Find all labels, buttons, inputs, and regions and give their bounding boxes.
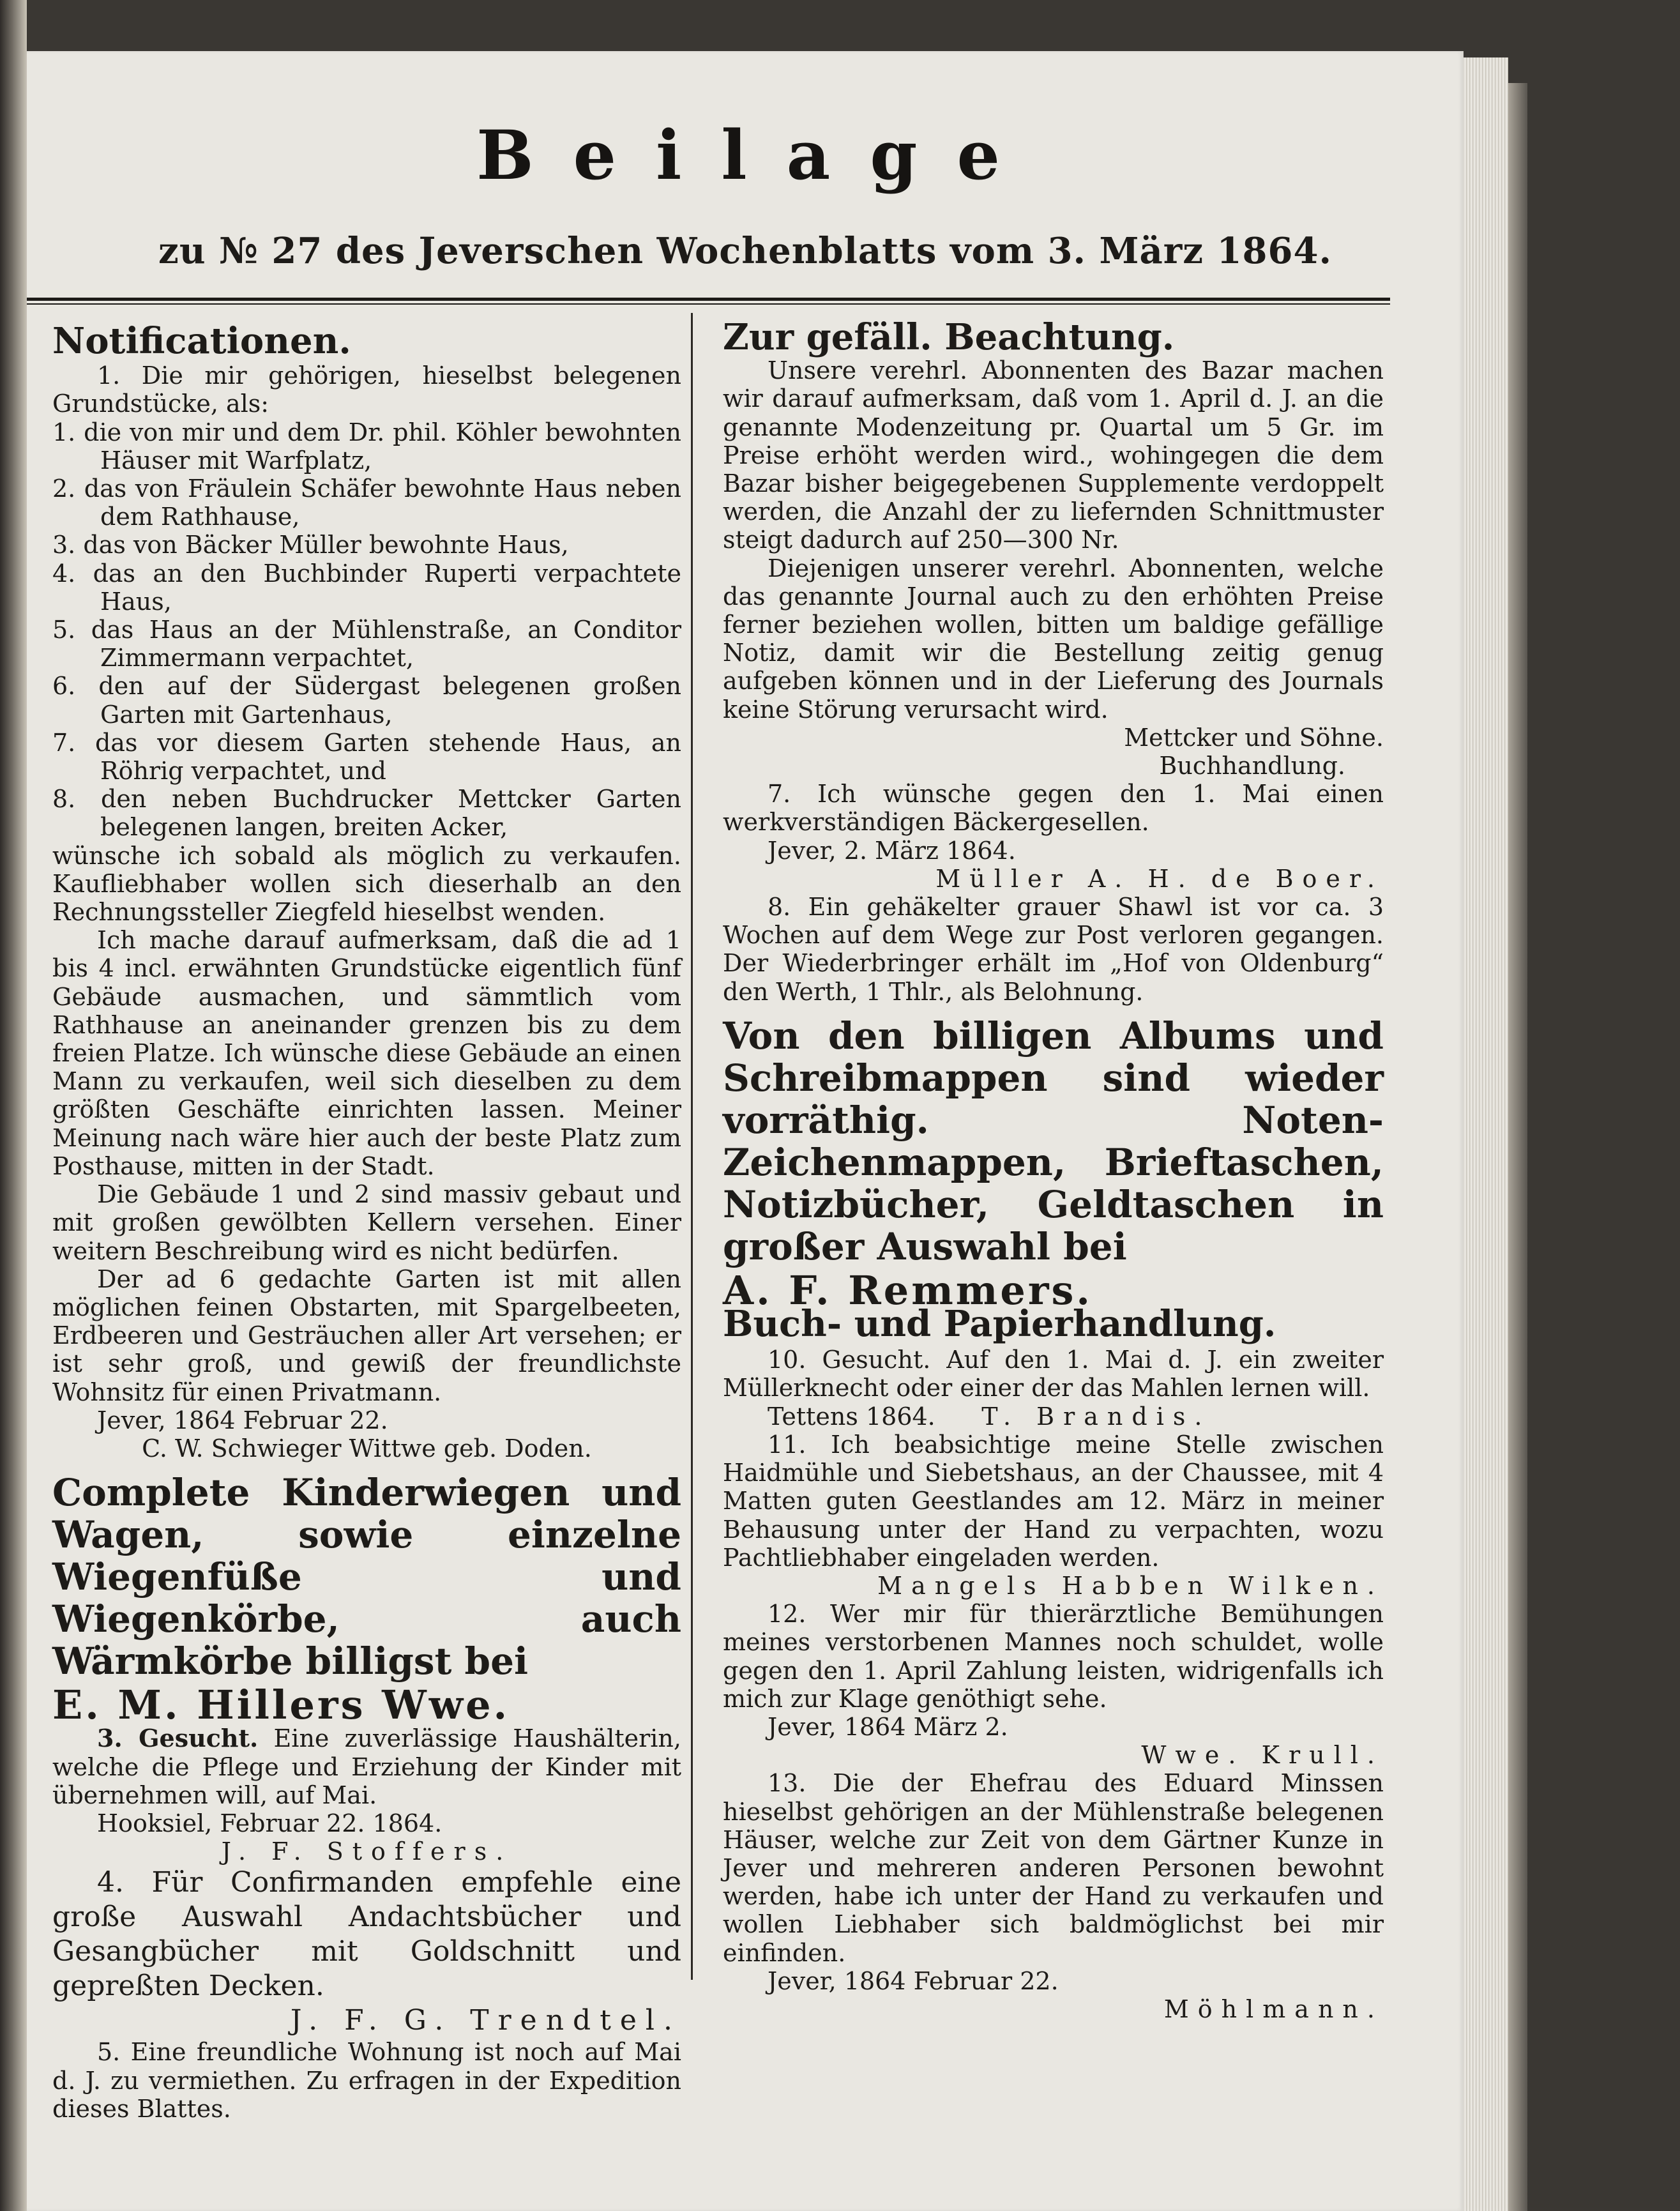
header-rule: [27, 298, 1390, 305]
adjacent-page-edge: [0, 0, 27, 2211]
notice-7: 7. Ich wünsche gegen den 1. Mai einen werkverständigen Bäckergesellen.: [723, 780, 1384, 837]
list-item: 2. das von Fräulein Schäfer bewohnte Haus neben dem Rathhause,: [52, 475, 681, 531]
notice-10-footer: [723, 1402, 1384, 1431]
notice-5: 5. Eine freundliche Wohnung ist noch auf Mai d. J. zu vermiethen. Zu erfragen in der Expedition dieses Blattes.: [52, 2038, 681, 2123]
notice-12-date: Jever, 1864 März 2.: [768, 1712, 1008, 1741]
notice-1-intro: 1. Die mir gehörigen, hieselbst belegenen Grundstücke, als:: [52, 361, 681, 418]
list-item: 5. das Haus an der Mühlenstraße, an Conditor Zimmermann verpachtet,: [52, 616, 681, 672]
notice-1-paragraph: Der ad 6 gedachte Garten ist mit allen möglichen feinen Obstarten, mit Spargelbeeten, Erdbeeren und Gesträuchen aller Art versehen; er ist sehr groß, und gewiß der freundlichste Wohnsitz für einen Privatmann.: [52, 1265, 681, 1406]
advert-albums: Von den billigen Albums und Schreibmappen sind wieder vorräthig. Noten-Zeichenmappen, Brieftaschen, Notizbücher, Geldtaschen in großer Auswahl bei: [723, 1014, 1384, 1268]
notice-8: 8. Ein gehäkelter grauer Shawl ist vor ca. 3 Wochen auf dem Wege zur Post verloren gegangen. Der Wiederbringer erhält im „Hof von Oldenburg“ den Werth, 1 Thlr., als Belohnung.: [723, 893, 1384, 1006]
notice-7-date: Jever, 2. März 1864.: [768, 836, 1016, 865]
list-item: 8. den neben Buchdrucker Mettcker Garten belegenen langen, breiten Acker,: [52, 785, 681, 842]
list-item: 1. die von mir und dem Dr. phil. Köhler bewohnten Häuser mit Warfplatz,: [52, 418, 681, 475]
list-item: 7. das vor diesem Garten stehende Haus, an Röhrig verpachtet, und: [52, 728, 681, 786]
notice-bazar-paragraph: Diejenigen unserer verehrl. Abonnenten, welche das genannte Journal auch zu den erhöhten Preise ferner beziehen wollen, bitten um baldige gefällige Notiz, damit wir die Bestellung zeitig genug aufgeben können und in der Lieferung des Journals keine Störung verursacht wird.: [723, 554, 1384, 724]
masthead: [27, 115, 1464, 195]
advert-albums-firm: A. F. Remmers.: [723, 1266, 1093, 1314]
notice-bazar-signature: Mettcker und Söhne.: [1124, 723, 1384, 752]
advert-kinderwiegen-firm: E. M. Hillers Wwe.: [52, 1682, 510, 1729]
notice-4: 4. Für Confirmanden empfehle eine große Auswahl Andachtsbücher und Gesangbücher mit Goldschnitt und gepreßten Decken.: [52, 1866, 681, 2003]
notice-1-date: Jever, 1864 Februar 22.: [97, 1406, 388, 1434]
section-heading-beachtung: Zur gefäll. Beachtung.: [723, 316, 1175, 358]
notice-3-date: Hooksiel, Februar 22. 1864.: [97, 1809, 443, 1837]
page-stack-edge: [1464, 57, 1508, 2211]
notice-10-signature: T. Brandis.: [981, 1402, 1211, 1431]
book-spine-shadow: [1508, 83, 1527, 2211]
notice-4-signature: J. F. G. Trendtel.: [290, 2004, 681, 2037]
newspaper-page: [27, 51, 1464, 2211]
notice-3: [52, 1724, 681, 1809]
list-item: 3. das von Bäcker Müller bewohnte Haus,: [52, 531, 569, 559]
list-item: 6. den auf der Südergast belegenen großen Garten mit Gartenhaus,: [52, 672, 681, 729]
notice-11-signature: Mangels Habben Wilken.: [877, 1571, 1384, 1600]
notice-1-paragraph: wünsche ich sobald als möglich zu verkaufen. Kaufliebhaber wollen sich dieserhalb an den Rechnungssteller Ziegfeld hieselbst wenden.: [52, 841, 681, 927]
page-title: Beilage: [476, 115, 1040, 195]
page-subtitle: zu № 27 des Jeverschen Wochenblatts vom 3. März 1864.: [158, 230, 1332, 272]
notice-1-signature: C. W. Schwieger Wittwe geb. Doden.: [142, 1434, 592, 1463]
notice-3-text: Eine zuverlässige Haushälterin, welche die Pflege und Erziehung der Kinder mit übernehmen will, auf Mai.: [52, 1724, 681, 1809]
right-column: [723, 316, 1384, 2023]
notice-11: 11. Ich beabsichtige meine Stelle zwischen Haidmühle und Siebetshaus, an der Chaussee, mit 4 Matten guten Geestlandes am 12. März in meiner Behausung unter der Hand zu verpachten, wozu Pachtliebhaber eingeladen werden.: [723, 1430, 1384, 1572]
notice-3-label: 3. Gesucht.: [97, 1724, 259, 1753]
notice-13-signature: Möhlmann.: [1163, 1994, 1384, 2023]
notice-1-paragraph: Ich mache darauf aufmerksam, daß die ad 1 bis 4 incl. erwähnten Grundstücke eigentlich fünf Gebäude ausmachen, und sämmtlich vom Rathhause an aneinander grenzen bis zu dem freien Platze. Ich wünsche diese Gebäude an einen Mann zu verkaufen, weil sich dieselben zu dem größten Geschäfte einrichten lassen. Meiner Meinung nach wäre hier auch der beste Platz zum Posthause, mitten in der Stadt.: [52, 926, 681, 1180]
list-item: 4. das an den Buchbinder Ruperti verpachtete Haus,: [52, 559, 681, 616]
notice-3-signature: J. F. Stoffers.: [221, 1837, 513, 1866]
notice-bazar-paragraph: Unsere verehrl. Abonnenten des Bazar machen wir darauf aufmerksam, daß vom 1. April d. J. an die genannte Modenzeitung pr. Quartal um 5 Gr. im Preise erhöht werden wird., wohingegen die dem Bazar bisher beigegebenen Supplemente verdoppelt werden, die Anzahl der zu liefernden Schnittmuster steigt dadurch auf 250—300 Nr.: [723, 356, 1384, 554]
notice-12-signature: Wwe. Krull.: [1141, 1741, 1384, 1770]
column-divider: [691, 313, 693, 1980]
notice-10: 10. Gesucht. Auf den 1. Mai d. J. ein zweiter Müllerknecht oder einer der das Mahlen lernen will.: [723, 1346, 1384, 1402]
notice-bazar-signature-sub: Buchhandlung.: [1159, 752, 1345, 780]
advert-albums-subtitle: Buch- und Papierhandlung.: [723, 1303, 1276, 1346]
notice-7-signature: Müller A. H. de Boer.: [935, 864, 1384, 893]
notice-12: 12. Wer mir für thierärztliche Bemühungen meines verstorbenen Mannes noch schuldet, wolle gegen den 1. April Zahlung leisten, widrigenfalls ich mich zur Klage genöthigt sehe.: [723, 1600, 1384, 1713]
notice-13: 13. Die der Ehefrau des Eduard Minssen hieselbst gehörigen an der Mühlenstraße belegenen Häuser, welche zur Zeit von dem Gärtner Kunze in Jever und mehreren anderen Personen bewohnt werden, habe ich unter der Hand zu verkaufen und wollen Liebhaber sich baldmöglichst bei mir einfinden.: [723, 1769, 1384, 1967]
left-column: [52, 319, 681, 2123]
notice-10-date: Tettens 1864.: [768, 1402, 935, 1431]
section-heading-notificationen: Notificationen.: [52, 320, 351, 362]
notice-13-date: Jever, 1864 Februar 22.: [768, 1966, 1059, 1995]
advert-kinderwiegen: Complete Kinderwiegen und Wagen, sowie einzelne Wiegenfüße und Wiegenkörbe, auch Wärmkörbe billigst bei: [52, 1471, 681, 1683]
notice-1-paragraph: Die Gebäude 1 und 2 sind massiv gebaut und mit großen gewölbten Kellern versehen. Einer weitern Beschreibung wird es nicht bedürfen.: [52, 1180, 681, 1265]
